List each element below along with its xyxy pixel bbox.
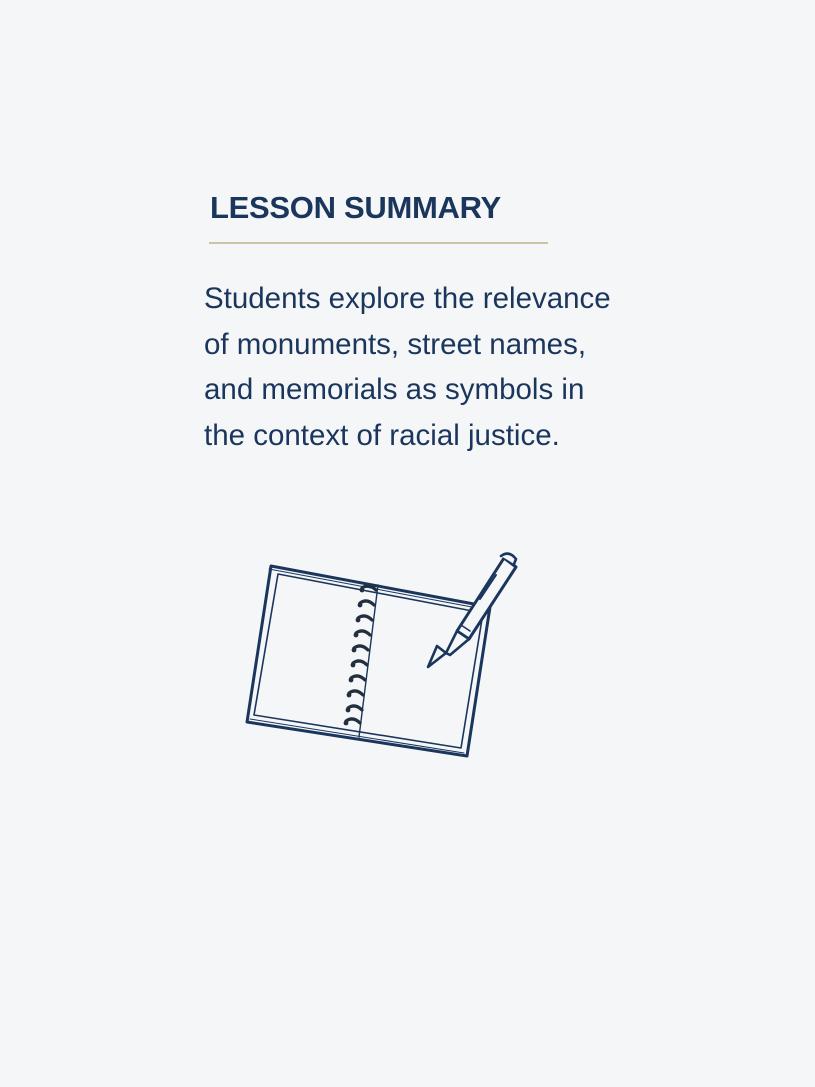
heading-divider xyxy=(209,242,548,244)
lesson-summary-text: Students explore the relevance of monuments, street names, and memorials as symbols in the context of racial justice. xyxy=(204,282,611,452)
lesson-summary-heading: LESSON SUMMARY xyxy=(210,190,501,225)
notebook-with-pen-icon xyxy=(238,545,528,765)
